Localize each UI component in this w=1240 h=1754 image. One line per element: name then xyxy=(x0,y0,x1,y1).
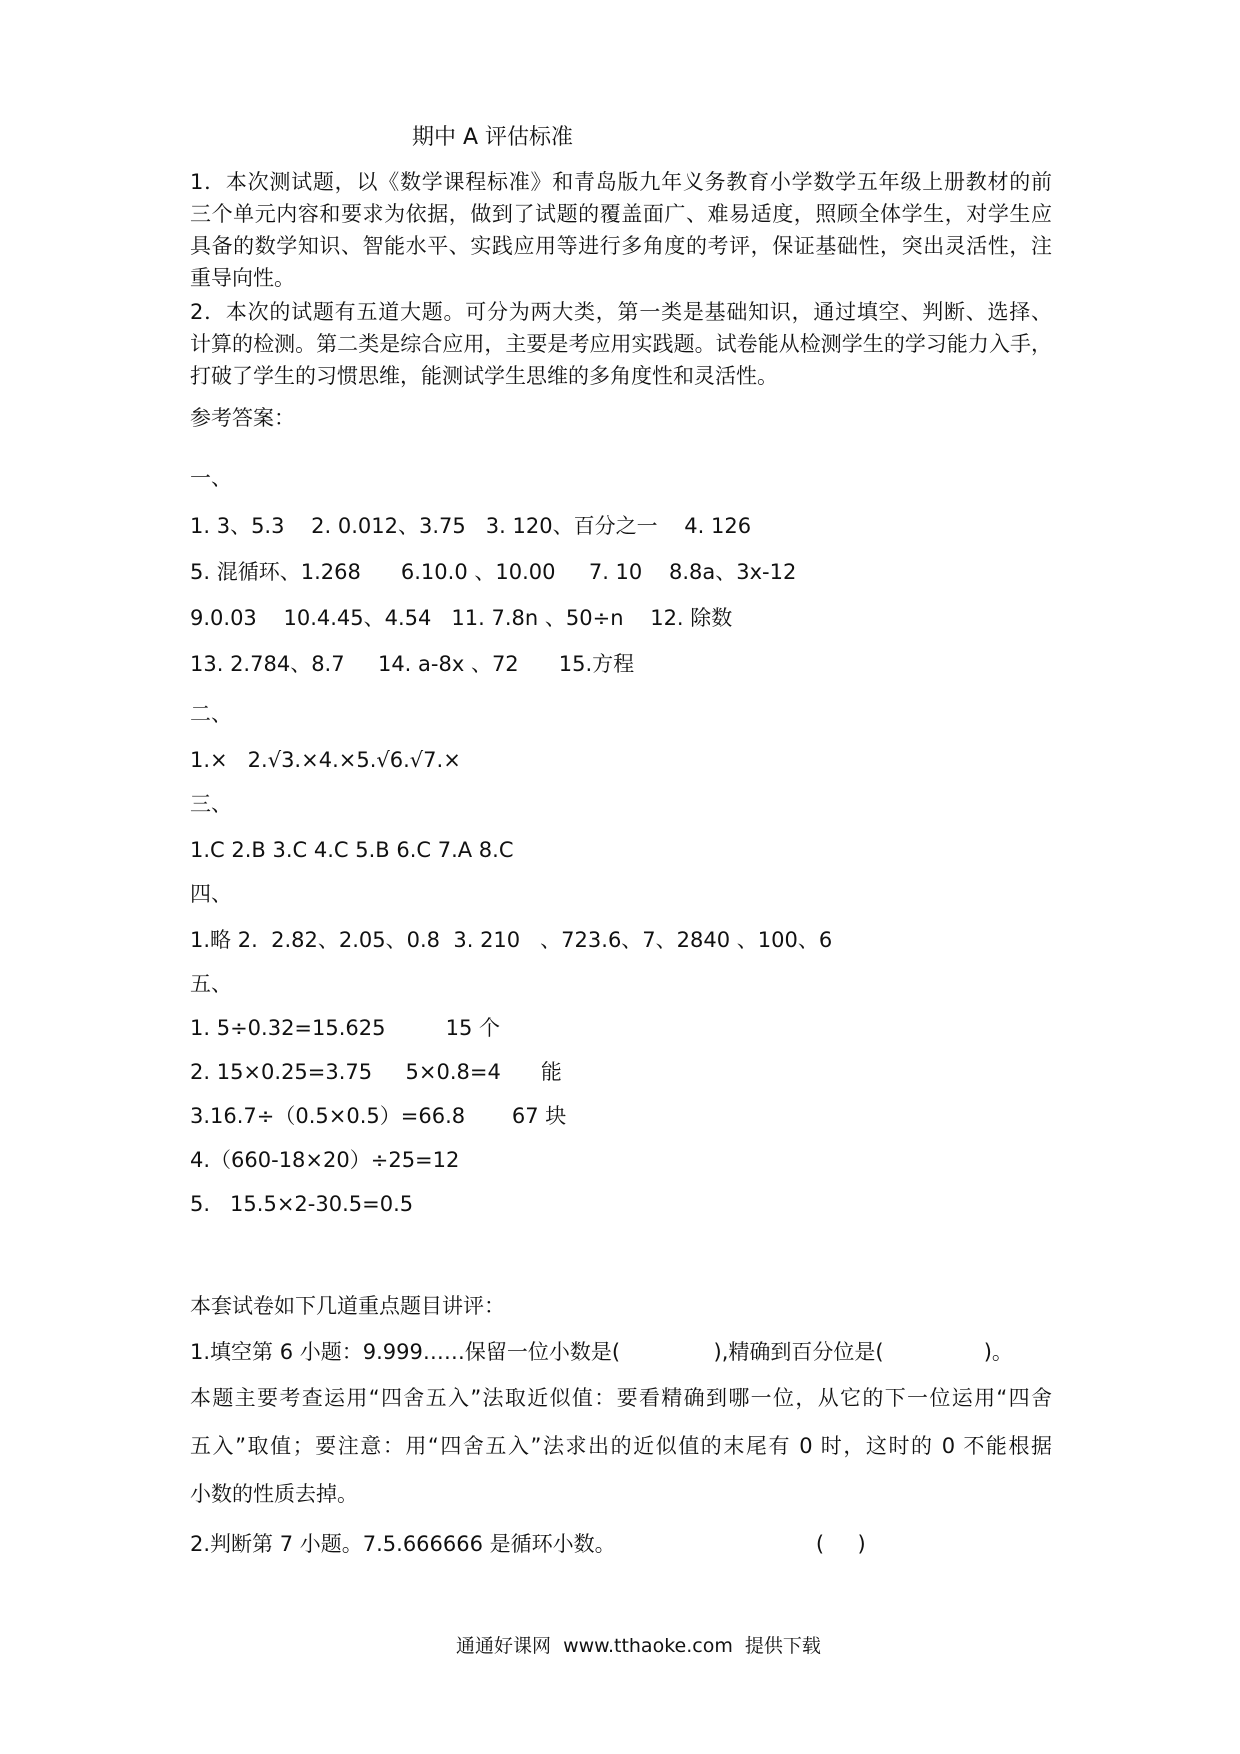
answer-line: 3.16.7÷（0.5×0.5）=66.8 67 块 xyxy=(190,1104,567,1128)
intro-p2-line-2: 计算的检测。第二类是综合应用，主要是考应用实践题。试卷能从检测学生的学习能力入手， xyxy=(190,332,1052,356)
answer-line: 1. 3、5.3 2. 0.012、3.75 3. 120、百分之一 4. 126 xyxy=(190,514,752,538)
section-5-heading: 五、 xyxy=(190,972,232,996)
answer-line: 4.（660-18×20）÷25=12 xyxy=(190,1148,460,1172)
intro-p2-line-1: 2．本次的试题有五道大题。可分为两大类，第一类是基础知识，通过填空、判断、选择、 xyxy=(190,300,1052,324)
section-3-heading: 三、 xyxy=(190,792,232,816)
section-4-heading: 四、 xyxy=(190,882,232,906)
review-explain-line: 五入”取值；要注意：用“四舍五入”法求出的近似值的末尾有 0 时，这时的 0 不能根据 xyxy=(190,1434,1052,1458)
intro-p2-line-3: 打破了学生的习惯思维，能测试学生思维的多角度性和灵活性。 xyxy=(190,364,778,388)
review-heading: 本套试卷如下几道重点题目讲评： xyxy=(190,1294,505,1318)
section-2-heading: 二、 xyxy=(190,702,232,726)
review-explain-line: 小数的性质去掉。 xyxy=(190,1482,358,1506)
page-title: 期中 A 评估标准 xyxy=(412,125,574,150)
review-question-2: 2.判断第 7 小题。7.5.666666 是循环小数。 ( ) xyxy=(190,1532,866,1556)
answer-line: 9.0.03 10.4.45、4.54 11. 7.8n 、50÷n 12. 除数 xyxy=(190,606,733,630)
answer-line: 2. 15×0.25=3.75 5×0.8=4 能 xyxy=(190,1060,562,1084)
answer-line: 1.略 2. 2.82、2.05、0.8 3. 210 、723.6、7、2840 、100、6 xyxy=(190,928,833,952)
intro-p1-line-4: 重导向性。 xyxy=(190,266,295,290)
answer-line: 5. 15.5×2-30.5=0.5 xyxy=(190,1192,414,1216)
answer-line: 1. 5÷0.32=15.625 15 个 xyxy=(190,1016,500,1040)
review-question-1: 1.填空第 6 小题：9.999……保留一位小数是( ),精确到百分位是( )。 xyxy=(190,1340,1013,1364)
answer-line: 13. 2.784、8.7 14. a-8x 、72 15.方程 xyxy=(190,652,635,676)
answers-heading: 参考答案： xyxy=(190,406,295,430)
intro-p1-line-2: 三个单元内容和要求为依据，做到了试题的覆盖面广、难易适度，照顾全体学生，对学生应 xyxy=(190,202,1052,226)
review-explain-line: 本题主要考查运用“四舍五入”法取近似值：要看精确到哪一位，从它的下一位运用“四舍 xyxy=(190,1386,1052,1410)
answer-line: 5. 混循环、1.268 6.10.0 、10.00 7. 10 8.8a、3x-12 xyxy=(190,560,797,584)
intro-p1-line-3: 具备的数学知识、智能水平、实践应用等进行多角度的考评，保证基础性，突出灵活性，注 xyxy=(190,234,1052,258)
footer-credit: 通通好课网 www.tthaoke.com 提供下载 xyxy=(456,1635,821,1657)
answer-line: 1.× 2.√3.×4.×5.√6.√7.× xyxy=(190,748,461,772)
intro-p1-line-1: 1．本次测试题，以《数学课程标准》和青岛版九年义务教育小学数学五年级上册教材的前 xyxy=(190,170,1052,194)
answer-line: 1.C 2.B 3.C 4.C 5.B 6.C 7.A 8.C xyxy=(190,838,514,862)
section-1-heading: 一、 xyxy=(190,466,232,490)
